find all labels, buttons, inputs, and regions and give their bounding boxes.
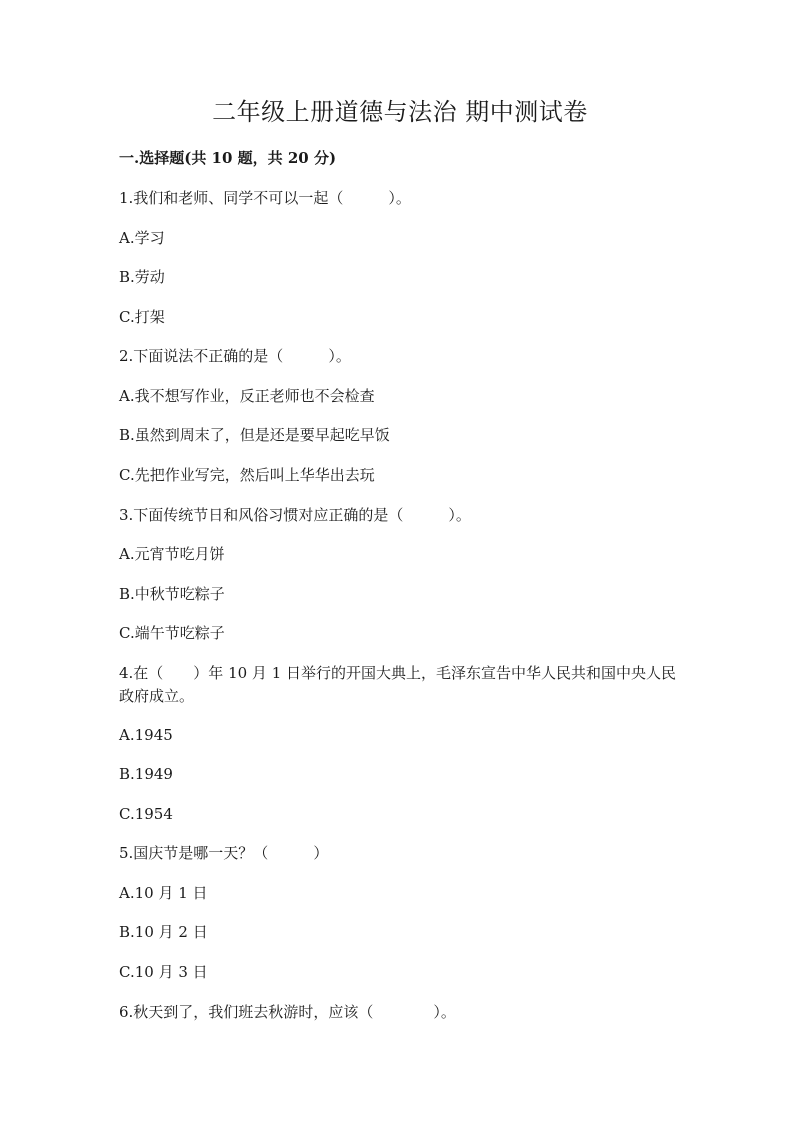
question-stem: 5.国庆节是哪一天？（ ） bbox=[119, 844, 329, 862]
question-option: B.中秋节吃粽子 bbox=[119, 585, 225, 603]
question-option: A.10 月 1 日 bbox=[119, 884, 208, 902]
question-option: B.劳动 bbox=[119, 268, 165, 286]
question-stem: 3.下面传统节日和风俗习惯对应正确的是（ ）。 bbox=[119, 506, 471, 524]
question-stem: 6.秋天到了，我们班去秋游时，应该（ ）。 bbox=[119, 1003, 456, 1021]
question-option: B.1949 bbox=[119, 765, 173, 783]
question-stem: 2.下面说法不正确的是（ ）。 bbox=[119, 347, 351, 365]
question-option: A.1945 bbox=[119, 726, 173, 744]
question-stem: 1.我们和老师、同学不可以一起（ ）。 bbox=[119, 189, 411, 207]
question-option: C.打架 bbox=[119, 308, 165, 326]
page-title: 二年级上册道德与法治 期中测试卷 bbox=[212, 98, 588, 126]
question-stem: 4.在（ ）年 10 月 1 日举行的开国大典上，毛泽东宣告中华人民共和国中央人民政府成立。 bbox=[119, 664, 677, 705]
question-option: A.元宵节吃月饼 bbox=[119, 545, 225, 563]
question-option: C.端午节吃粽子 bbox=[119, 624, 225, 642]
question-option: B.10 月 2 日 bbox=[119, 923, 208, 941]
question-option: A.我不想写作业，反正老师也不会检查 bbox=[119, 387, 375, 405]
question-option: C.1954 bbox=[119, 805, 173, 823]
question-option: A.学习 bbox=[119, 229, 165, 247]
question-option: C.10 月 3 日 bbox=[119, 963, 208, 981]
section-heading: 一.选择题(共 10 题，共 20 分) bbox=[119, 149, 337, 167]
question-option: B.虽然到周末了，但是还是要早起吃早饭 bbox=[119, 426, 390, 444]
question-option: C.先把作业写完，然后叫上华华出去玩 bbox=[119, 466, 375, 484]
